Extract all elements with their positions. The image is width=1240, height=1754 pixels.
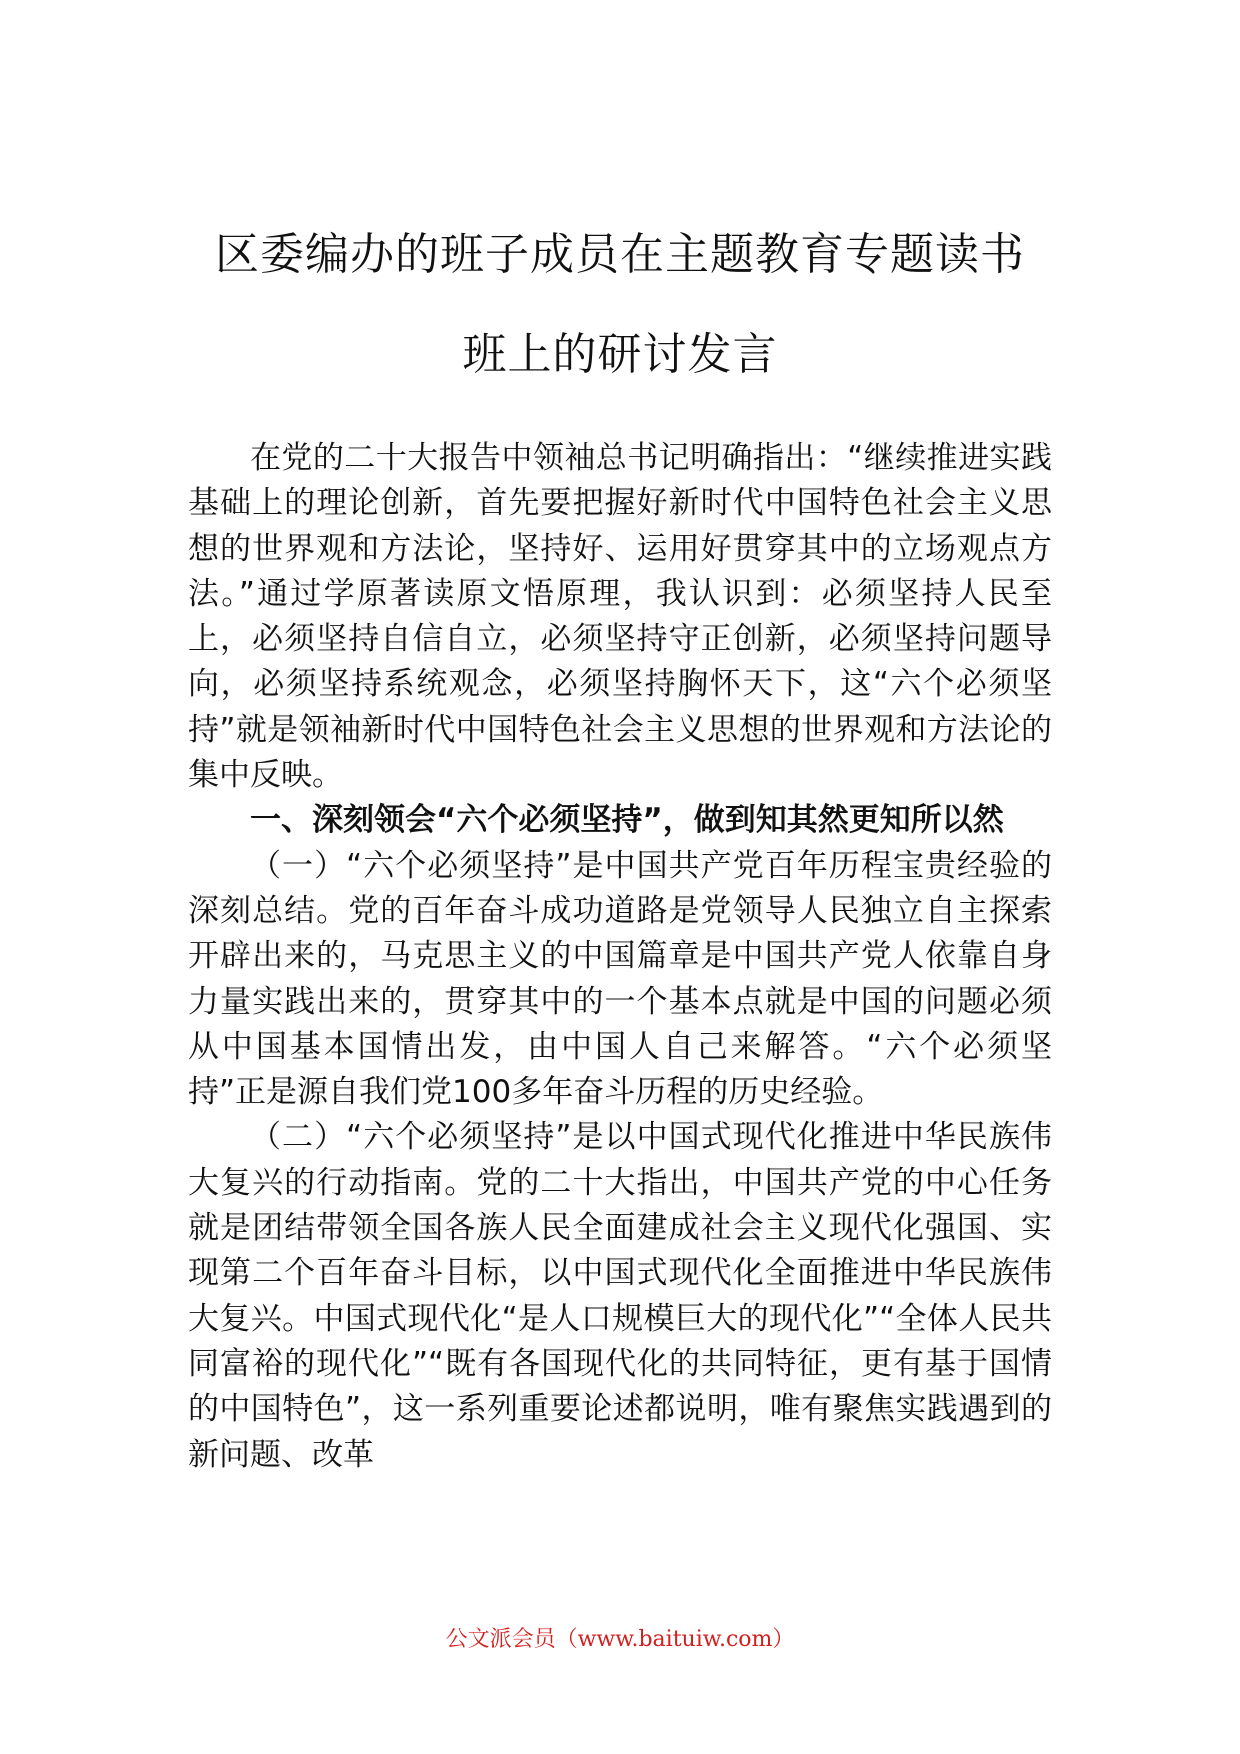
document-body <box>188 436 1052 1478</box>
paragraph-point-2: （二）“六个必须坚持”是以中国式现代化推进中华民族伟大复兴的行动指南。党的二十大指出，中国共产党的中心任务就是团结带领全国各族人民全面建成社会主义现代化强国、实现第二个百年奋斗目标，以中国式现代化全面推进中华民族伟大复兴。中国式现代化“是人口规模巨大的现代化”“全体人民共同富裕的现代化”“既有各国现代化的共同特征，更有基于国情的中国特色”，这一系列重要论述都说明，唯有聚焦实践遇到的新问题、改革 <box>188 1119 1052 1473</box>
document-title <box>150 205 1090 405</box>
title-line-1: 区委编办的班子成员在主题教育专题读书 <box>215 229 1025 280</box>
title-line-2: 班上的研讨发言 <box>462 329 778 380</box>
paragraph-point-1: （一）“六个必须坚持”是中国共产党百年历程宝贵经验的深刻总结。党的百年奋斗成功道路是党领导人民独立自主探索开辟出来的，马克思主义的中国篇章是中国共产党人依靠自身力量实践出来的，贯穿其中的一个基本点就是中国的问题必须从中国基本国情出发，由中国人自己来解答。“六个必须坚持”正是源自我们党100多年奋斗历程的历史经验。 <box>188 847 1052 1111</box>
paragraph-intro: 在党的二十大报告中领袖总书记明确指出：“继续推进实践基础上的理论创新，首先要把握好新时代中国特色社会主义思想的世界观和方法论，坚持好、运用好贯穿其中的立场观点方法。”通过学原著读原文悟原理，我认识到：必须坚持人民至上，必须坚持自信自立，必须坚持守正创新，必须坚持问题导向，必须坚持系统观念，必须坚持胸怀天下，这“六个必须坚持”就是领袖新时代中国特色社会主义思想的世界观和方法论的集中反映。 <box>188 440 1052 794</box>
footer-watermark: 公文派会员（www.baituiw.com） <box>445 1627 795 1652</box>
section-heading-1: 一、深刻领会“六个必须坚持”，做到知其然更知所以然 <box>250 802 1004 839</box>
